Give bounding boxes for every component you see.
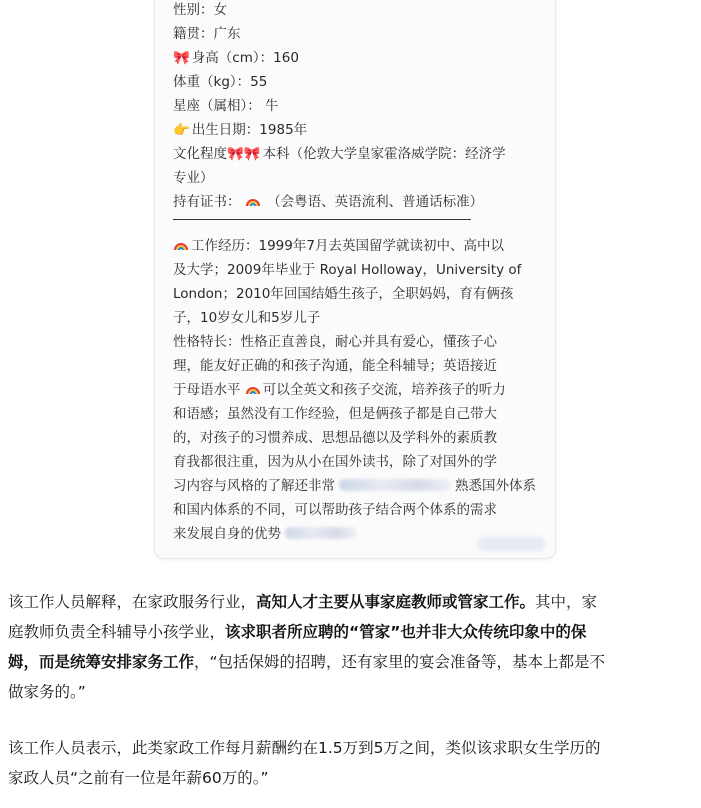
trait-line-9: 来发展自身的优势 bbox=[173, 525, 357, 543]
trait-line-1: 性格特长：性格正直善良，耐心并具有爱心，懂孩子心 bbox=[173, 334, 497, 350]
rainbow-icon bbox=[245, 383, 261, 395]
resume-screenshot-card bbox=[154, 0, 556, 559]
height-line: 🎀 身高（cm）：160 bbox=[173, 50, 299, 66]
trait-line-8: 和国内体系的不同，可以帮助孩子结合两个体系的需求 bbox=[173, 502, 497, 518]
paragraph-1-line-3: 姆，而是统筹安排家务工作，“包括保姆的招聘，还有家里的宴会准备等，基本上都是不 bbox=[8, 653, 606, 671]
gift-bow-icon: 🎀 bbox=[173, 50, 190, 66]
trait-line-4: 和语感；虽然没有工作经验，但是俩孩子都是自己带大 bbox=[173, 406, 497, 422]
paragraph-1-line-2: 庭教师负责全科辅导小孩学业，该求职者所应聘的“管家”也并非大众传统印象中的保 bbox=[8, 623, 587, 641]
trait-line-7: 习内容与风格的了解还非常 熟悉国外体系 bbox=[173, 478, 536, 494]
gender-line: 性别：女 bbox=[173, 2, 227, 18]
blurred-watermark bbox=[339, 479, 451, 491]
paragraph-2-line-2: 家政人员“之前有一位是年薪60万的。” bbox=[8, 769, 269, 787]
blurred-watermark bbox=[285, 527, 357, 539]
blurred-watermark bbox=[477, 537, 545, 551]
work-line-2: 及大学；2009年毕业于 Royal Holloway，University of bbox=[173, 262, 522, 278]
zodiac-line: 星座（属相）： 牛 bbox=[173, 98, 279, 114]
separator-line bbox=[173, 219, 471, 220]
weight-line: 体重（kg）：55 bbox=[173, 74, 268, 90]
certificate-line: 持有证书： （会粤语、英语流利、普通话标准） bbox=[173, 194, 484, 210]
hometown-line: 籍贯：广东 bbox=[173, 26, 241, 42]
rainbow-icon bbox=[245, 195, 261, 207]
trait-line-5: 的，对孩子的习惯养成、思想品德以及学科外的素质教 bbox=[173, 430, 497, 446]
trait-line-2: 理，能友好正确的和孩子沟通，能全科辅导；英语接近 bbox=[173, 358, 497, 374]
paragraph-1-line-4: 做家务的。” bbox=[8, 683, 86, 701]
trait-line-6: 育我都很注重，因为从小在国外读书，除了对国外的学 bbox=[173, 454, 497, 470]
work-line-3: London；2010年回国结婚生孩子，全职妈妈，育有俩孩 bbox=[173, 286, 514, 302]
pointing-hand-icon: 👉 bbox=[173, 122, 190, 138]
education-line: 文化程度🎀🎀 本科（伦敦大学皇家霍洛威学院：经济学 bbox=[173, 146, 506, 162]
paragraph-2-line-1: 该工作人员表示，此类家政工作每月薪酬约在1.5万到5万之间，类似该求职女生学历的 bbox=[8, 739, 601, 757]
birthdate-line: 👉 出生日期：1985年 bbox=[173, 122, 308, 138]
education-line-cont: 专业） bbox=[173, 170, 214, 186]
rainbow-icon bbox=[173, 239, 189, 251]
paragraph-1-line-1: 该工作人员解释，在家政服务行业，高知人才主要从事家庭教师或管家工作。其中，家 bbox=[8, 593, 598, 611]
gift-bow-icon: 🎀🎀 bbox=[227, 146, 261, 162]
trait-line-3: 于母语水平 可以全英文和孩子交流，培养孩子的听力 bbox=[173, 382, 506, 398]
work-line-4: 子，10岁女儿和5岁儿子 bbox=[173, 310, 321, 326]
work-line-1: 工作经历：1999年7月去英国留学就读初中、高中以 bbox=[173, 237, 504, 255]
